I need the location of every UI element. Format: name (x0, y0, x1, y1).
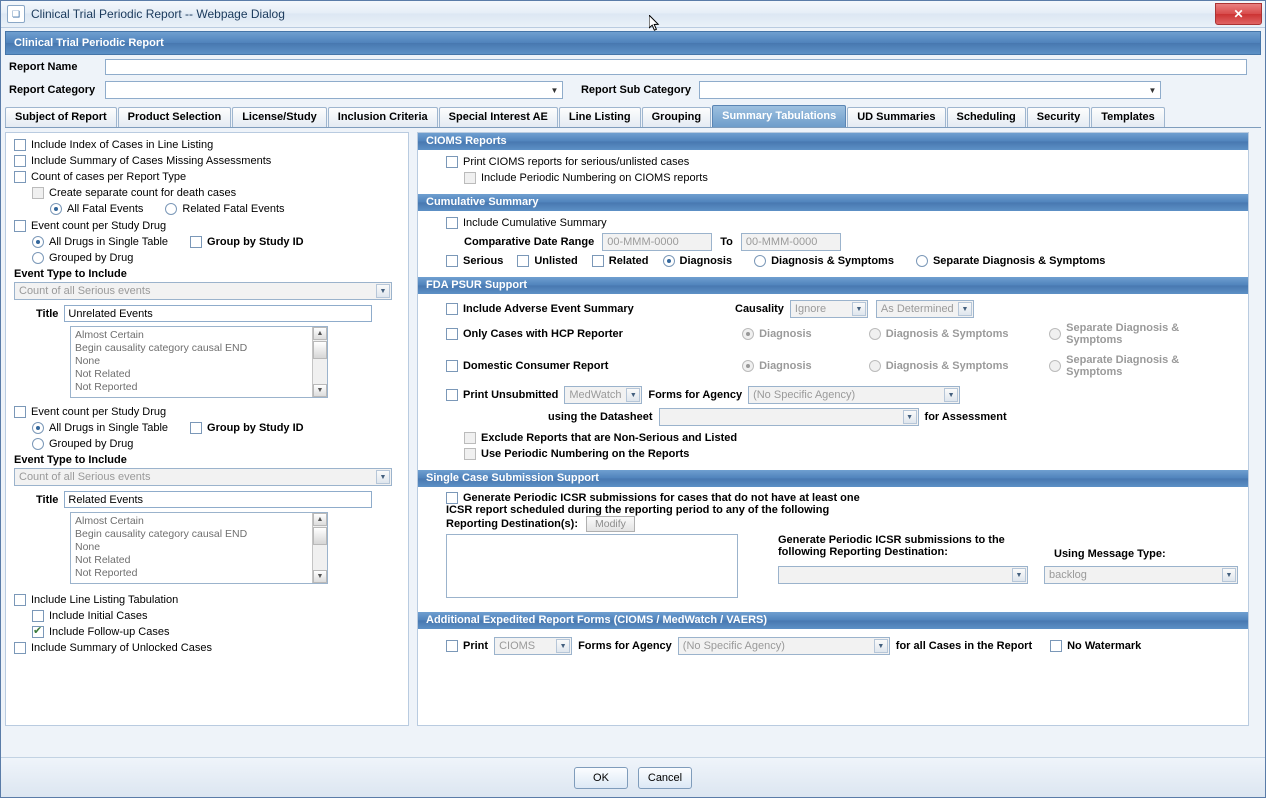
reporting-destinations-listbox[interactable] (446, 534, 738, 598)
checkbox-exclude-reports[interactable] (464, 432, 476, 444)
label-for-all-cases: for all Cases in the Report (895, 640, 1033, 652)
label-only-hcp: Only Cases with HCP Reporter (462, 328, 623, 340)
section-body-single-case (418, 487, 1248, 606)
option-include-ae-summary (446, 300, 1238, 318)
checkbox-unlisted[interactable] (517, 255, 529, 267)
tab-grouping[interactable]: Grouping (642, 107, 712, 127)
label-diagnosis-symptoms-cumulative: Diagnosis & Symptoms (771, 255, 894, 267)
chevron-down-icon: ▼ (376, 470, 390, 484)
option-grouped-by-drug-1 (32, 252, 400, 264)
scrollbar-1[interactable] (312, 327, 327, 397)
option-fatal-events (50, 203, 400, 215)
tab-security[interactable]: Security (1027, 107, 1090, 127)
input-title-2[interactable] (64, 491, 372, 508)
label-generate-to-line1: Generate Periodic ICSR submissions to the (778, 534, 1005, 546)
app-icon: ❏ (7, 5, 25, 23)
option-print-unsubmitted (446, 386, 1238, 404)
label-generate-line1: Generate Periodic ICSR submissions for cases that do not have at least one (463, 492, 860, 504)
label-reporting-destinations: Reporting Destination(s): (446, 518, 578, 530)
tab-templates[interactable]: Templates (1091, 107, 1165, 127)
label-using-message-type: Using Message Type: (1054, 548, 1166, 560)
checkbox-include-line-listing-tabulation[interactable] (14, 594, 26, 606)
radio-separate-diagnosis-symptoms-fda-2[interactable] (1049, 360, 1061, 372)
label-event-count-study-drug-2: Event count per Study Drug (31, 406, 167, 418)
section-header-cioms: CIOMS Reports (418, 133, 1248, 150)
label-separate-diagnosis-symptoms-fda-1: Separate Diagnosis & Symptoms (1066, 322, 1180, 346)
list-item[interactable]: None (75, 541, 101, 553)
label-print-additional: Print (463, 640, 489, 652)
cancel-button[interactable]: Cancel (638, 767, 692, 789)
checkbox-include-periodic-numbering-cioms[interactable] (464, 172, 476, 184)
section-header-cumulative: Cumulative Summary (418, 194, 1248, 211)
tab-inclusion-criteria[interactable]: Inclusion Criteria (328, 107, 438, 127)
label-title-1: Title (36, 307, 59, 320)
listbox-causality-2[interactable] (70, 512, 328, 584)
checkbox-include-followup-cases[interactable] (32, 626, 44, 638)
dialog-footer (1, 757, 1265, 797)
tab-special-interest-ae[interactable]: Special Interest AE (439, 107, 558, 127)
chevron-down-icon[interactable]: ▼ (852, 302, 866, 316)
label-date-to: To (720, 236, 733, 248)
option-print-additional (446, 637, 1238, 655)
option-include-line-listing-tabulation[interactable] (14, 594, 400, 606)
radio-diagnosis-fda-2[interactable] (742, 360, 754, 372)
title-bar (1, 1, 1265, 28)
label-all-drugs-single-table-2: All Drugs in Single Table (49, 422, 169, 434)
tab-bar (5, 105, 1261, 128)
modify-button[interactable]: Modify (586, 516, 635, 532)
close-button[interactable]: ✕ (1215, 3, 1262, 25)
list-item[interactable]: Begin causality category causal END (75, 342, 248, 354)
combo-event-type-2-value: Count of all Serious events (19, 471, 151, 483)
combo-event-type-1-value: Count of all Serious events (19, 285, 151, 297)
tab-content (5, 128, 1261, 728)
label-forms-for-agency-fda: Forms for Agency (648, 389, 743, 401)
checkbox-create-separate-count[interactable] (32, 187, 44, 199)
radio-diagnosis-symptoms-cumulative[interactable] (754, 255, 766, 267)
generate-line2-row (446, 504, 1238, 516)
label-using-datasheet: using the Datasheet (548, 411, 653, 423)
label-separate-diagnosis-symptoms-cumulative: Separate Diagnosis & Symptoms (932, 255, 1106, 267)
label-event-type-to-include-1: Event Type to Include (14, 268, 127, 280)
option-include-summary-missing[interactable] (14, 155, 400, 167)
tab-license-study[interactable]: License/Study (232, 107, 327, 127)
option-event-count-study-drug-1[interactable] (14, 220, 400, 232)
checkbox-include-cumulative-summary[interactable] (446, 217, 458, 229)
tab-summary-tabulations[interactable]: Summary Tabulations (712, 105, 846, 127)
radio-grouped-by-drug-2[interactable] (32, 438, 44, 450)
listbox-causality-1[interactable] (70, 326, 328, 398)
label-serious: Serious (463, 255, 504, 267)
label-for-assessment: for Assessment (924, 411, 1007, 423)
label-group-by-study-id-1: Group by Study ID (207, 236, 304, 248)
chevron-down-icon: ▼ (1148, 86, 1157, 95)
checkbox-include-summary-missing[interactable] (14, 155, 26, 167)
radio-separate-diagnosis-symptoms-fda-1[interactable] (1049, 328, 1061, 340)
list-item[interactable]: Almost Certain (75, 515, 144, 527)
chevron-down-icon[interactable]: ▼ (626, 388, 640, 402)
tab-product-selection[interactable]: Product Selection (118, 107, 232, 127)
label-diagnosis-symptoms-fda-2: Diagnosis & Symptoms (885, 360, 1009, 372)
checkbox-event-count-study-drug-1[interactable] (14, 220, 26, 232)
checkbox-domestic-consumer-report[interactable] (446, 360, 458, 372)
checkbox-include-initial-cases[interactable] (32, 610, 44, 622)
ok-button[interactable]: OK (574, 767, 628, 789)
input-date-from[interactable]: 00-MMM-0000 (607, 236, 679, 248)
chevron-down-icon: ▼ (376, 284, 390, 298)
checkbox-only-hcp[interactable] (446, 328, 458, 340)
radio-diagnosis-fda-1[interactable] (742, 328, 754, 340)
combo-event-type-2[interactable] (14, 468, 392, 486)
label-include-summary-unlocked: Include Summary of Unlocked Cases (31, 642, 212, 654)
list-item[interactable]: Almost Certain (75, 329, 144, 341)
label-print-cioms: Print CIOMS reports for serious/unlisted cases (463, 156, 690, 168)
label-diagnosis-fda-2: Diagnosis (759, 360, 812, 372)
report-name-row (1, 55, 1265, 75)
radio-all-drugs-single-table-2[interactable] (32, 422, 44, 434)
reporting-destinations-row (446, 516, 1238, 532)
combo-event-type-1[interactable] (14, 282, 392, 300)
chevron-down-icon[interactable]: ▼ (1012, 568, 1026, 582)
label-separate-diagnosis-symptoms-fda-2: Separate Diagnosis & Symptoms (1066, 354, 1180, 378)
tab-subject-of-report[interactable]: Subject of Report (5, 107, 117, 127)
chevron-down-icon[interactable]: ▼ (958, 302, 972, 316)
label-unlisted: Unlisted (534, 255, 578, 267)
section-header-fda-psur: FDA PSUR Support (418, 277, 1248, 294)
checkbox-serious[interactable] (446, 255, 458, 267)
label-exclude-reports: Exclude Reports that are Non-Serious and Listed (481, 432, 738, 444)
chevron-down-icon[interactable]: ▼ (874, 639, 888, 653)
label-event-type-to-include-1-row (14, 268, 400, 280)
cumulative-options-row (446, 255, 1238, 267)
label-grouped-by-drug-1: Grouped by Drug (49, 252, 134, 264)
combo-form-type-value: MedWatch (569, 389, 622, 401)
label-no-watermark: No Watermark (1067, 640, 1142, 652)
option-include-cumulative-summary[interactable] (446, 217, 1238, 229)
title-row-1 (14, 305, 400, 322)
datasheet-row (548, 408, 1238, 426)
option-exclude-reports[interactable] (464, 432, 1238, 444)
list-item[interactable]: Not Related (75, 368, 131, 380)
label-causality: Causality (735, 303, 784, 315)
tab-ud-summaries[interactable]: UD Summaries (847, 107, 945, 127)
checkbox-include-summary-unlocked[interactable] (14, 642, 26, 654)
label-print-unsubmitted: Print Unsubmitted (463, 389, 559, 401)
report-subcategory-label: Report Sub Category (580, 84, 691, 96)
option-print-cioms[interactable] (446, 156, 1238, 168)
label-title-2: Title (36, 493, 59, 506)
label-create-separate-count: Create separate count for death cases (49, 187, 237, 199)
label-all-drugs-single-table-1: All Drugs in Single Table (49, 236, 169, 248)
section-body-fda-psur (418, 294, 1248, 470)
chevron-down-icon[interactable]: ▼ (944, 388, 958, 402)
tab-scheduling[interactable]: Scheduling (947, 107, 1026, 127)
checkbox-print-unsubmitted[interactable] (446, 389, 458, 401)
scroll-thumb[interactable] (313, 341, 327, 359)
label-count-per-report-type: Count of cases per Report Type (31, 171, 187, 183)
scrollbar-2[interactable] (312, 513, 327, 583)
radio-diagnosis-cumulative[interactable] (663, 255, 675, 267)
chevron-down-icon[interactable]: ▼ (556, 639, 570, 653)
checkbox-group-by-study-id-1[interactable] (190, 236, 202, 248)
label-include-summary-missing: Include Summary of Cases Missing Assessments (31, 155, 272, 167)
chevron-down-icon: ▼ (550, 86, 559, 95)
option-create-separate-count[interactable] (32, 187, 400, 199)
label-event-count-study-drug-1: Event count per Study Drug (31, 220, 167, 232)
label-diagnosis-symptoms-fda-1: Diagnosis & Symptoms (885, 328, 1009, 340)
option-all-drugs-single-table-1 (32, 236, 400, 248)
scroll-up-icon[interactable]: ▲ (313, 513, 327, 526)
label-related-fatal-events: Related Fatal Events (182, 203, 285, 215)
option-use-periodic-numbering[interactable] (464, 448, 1238, 460)
section-body-cioms (418, 150, 1248, 194)
combo-message-type-value: backlog (1049, 569, 1087, 581)
label-grouped-by-drug-2: Grouped by Drug (49, 438, 134, 450)
list-item[interactable]: Not Reported (75, 381, 138, 393)
option-all-drugs-single-table-2 (32, 422, 400, 434)
checkbox-include-ae-summary[interactable] (446, 303, 458, 315)
option-count-per-report-type[interactable] (14, 171, 400, 183)
radio-related-fatal-events[interactable] (165, 203, 177, 215)
combo-message-type[interactable] (1044, 566, 1238, 584)
scroll-down-icon[interactable]: ▼ (313, 570, 327, 583)
label-all-fatal-events: All Fatal Events (67, 203, 144, 215)
window-title: Clinical Trial Periodic Report -- Webpage Dialog (31, 7, 285, 21)
checkbox-include-index[interactable] (14, 139, 26, 151)
left-options-panel (5, 132, 409, 726)
radio-diagnosis-symptoms-fda-1[interactable] (869, 328, 881, 340)
label-event-type-to-include-2: Event Type to Include (14, 454, 127, 466)
option-domestic-consumer-report (446, 354, 1238, 378)
label-generate-line2: ICSR report scheduled during the reporting period to any of the following (446, 504, 830, 516)
combo-agency-value-fda: (No Specific Agency) (753, 389, 856, 401)
combo-reporting-destination[interactable] (778, 566, 1028, 584)
list-item[interactable]: None (75, 355, 101, 367)
section-body-cumulative (418, 211, 1248, 277)
label-include-initial-cases: Include Initial Cases (49, 610, 148, 622)
combo-as-determined-value: As Determined (880, 303, 954, 315)
report-category-row (1, 75, 1265, 99)
option-include-summary-unlocked[interactable] (14, 642, 400, 654)
report-category-select[interactable] (105, 81, 563, 99)
combo-additional-form-value: CIOMS (499, 640, 536, 652)
checkbox-no-watermark[interactable] (1050, 640, 1062, 652)
title-row-2 (14, 491, 400, 508)
label-related: Related (608, 255, 649, 267)
option-include-periodic-numbering-cioms[interactable] (464, 172, 1238, 184)
label-include-cumulative-summary: Include Cumulative Summary (463, 217, 607, 229)
list-item[interactable]: Not Reported (75, 567, 138, 579)
radio-grouped-by-drug-1[interactable] (32, 252, 44, 264)
checkbox-related[interactable] (592, 255, 604, 267)
checkbox-count-per-report-type[interactable] (14, 171, 26, 183)
label-event-type-to-include-2-row (14, 454, 400, 466)
label-include-ae-summary: Include Adverse Event Summary (463, 303, 634, 315)
radio-diagnosis-symptoms-fda-2[interactable] (869, 360, 881, 372)
label-generate-to-line2: following Reporting Destination: (778, 546, 948, 558)
option-only-hcp (446, 322, 1238, 346)
label-include-followup-cases: Include Follow-up Cases (49, 626, 170, 638)
input-title-1[interactable] (64, 305, 372, 322)
checkbox-event-count-study-drug-2[interactable] (14, 406, 26, 418)
checkbox-group-by-study-id-2[interactable] (190, 422, 202, 434)
option-include-followup-cases[interactable] (32, 626, 400, 638)
label-use-periodic-numbering: Use Periodic Numbering on the Reports (481, 448, 690, 460)
label-forms-for-agency-additional: Forms for Agency (578, 640, 672, 652)
label-diagnosis-fda-1: Diagnosis (759, 328, 812, 340)
section-body-additional (418, 629, 1248, 663)
chevron-down-icon[interactable]: ▼ (1222, 568, 1236, 582)
checkbox-generate-periodic-icsr[interactable] (446, 492, 458, 504)
right-options-panel (417, 132, 1249, 726)
input-date-to[interactable]: 00-MMM-0000 (745, 236, 818, 248)
report-category-label: Report Category (9, 84, 96, 96)
checkbox-print-additional[interactable] (446, 640, 458, 652)
report-name-input[interactable] (105, 59, 1247, 75)
radio-all-drugs-single-table-1[interactable] (32, 236, 44, 248)
radio-all-fatal-events[interactable] (50, 203, 62, 215)
scroll-thumb[interactable] (313, 527, 327, 545)
report-subcategory-select[interactable] (699, 81, 1161, 99)
combo-causality-value: Ignore (794, 303, 827, 315)
label-include-periodic-numbering-cioms: Include Periodic Numbering on CIOMS reports (481, 172, 708, 184)
comparative-date-range-row (464, 233, 1238, 251)
label-comparative-date-range: Comparative Date Range (464, 236, 595, 248)
scroll-down-icon[interactable]: ▼ (313, 384, 327, 397)
option-include-initial-cases[interactable] (32, 610, 400, 622)
label-include-index: Include Index of Cases in Line Listing (31, 139, 214, 151)
checkbox-use-periodic-numbering[interactable] (464, 448, 476, 460)
list-item[interactable]: Not Related (75, 554, 131, 566)
dialog-header: Clinical Trial Periodic Report (5, 31, 1261, 55)
checkbox-print-cioms[interactable] (446, 156, 458, 168)
label-domestic-consumer-report: Domestic Consumer Report (462, 360, 609, 372)
option-event-count-study-drug-2[interactable] (14, 406, 400, 418)
combo-agency-value-additional: (No Specific Agency) (682, 640, 785, 652)
list-item[interactable]: Begin causality category causal END (75, 528, 248, 540)
scroll-up-icon[interactable]: ▲ (313, 327, 327, 340)
section-header-additional: Additional Expedited Report Forms (CIOMS / MedWatch / VAERS) (418, 612, 1248, 629)
section-header-single-case: Single Case Submission Support (418, 470, 1248, 487)
option-generate-periodic-icsr (446, 492, 1238, 504)
label-group-by-study-id-2: Group by Study ID (207, 422, 304, 434)
tab-line-listing[interactable]: Line Listing (559, 107, 641, 127)
radio-separate-diagnosis-symptoms-cumulative[interactable] (916, 255, 928, 267)
option-grouped-by-drug-2 (32, 438, 400, 450)
label-include-line-listing-tabulation: Include Line Listing Tabulation (31, 594, 179, 606)
chevron-down-icon[interactable]: ▼ (903, 410, 917, 424)
label-diagnosis-cumulative: Diagnosis (679, 255, 733, 267)
option-include-index[interactable] (14, 139, 400, 151)
report-name-label: Report Name (9, 61, 78, 73)
